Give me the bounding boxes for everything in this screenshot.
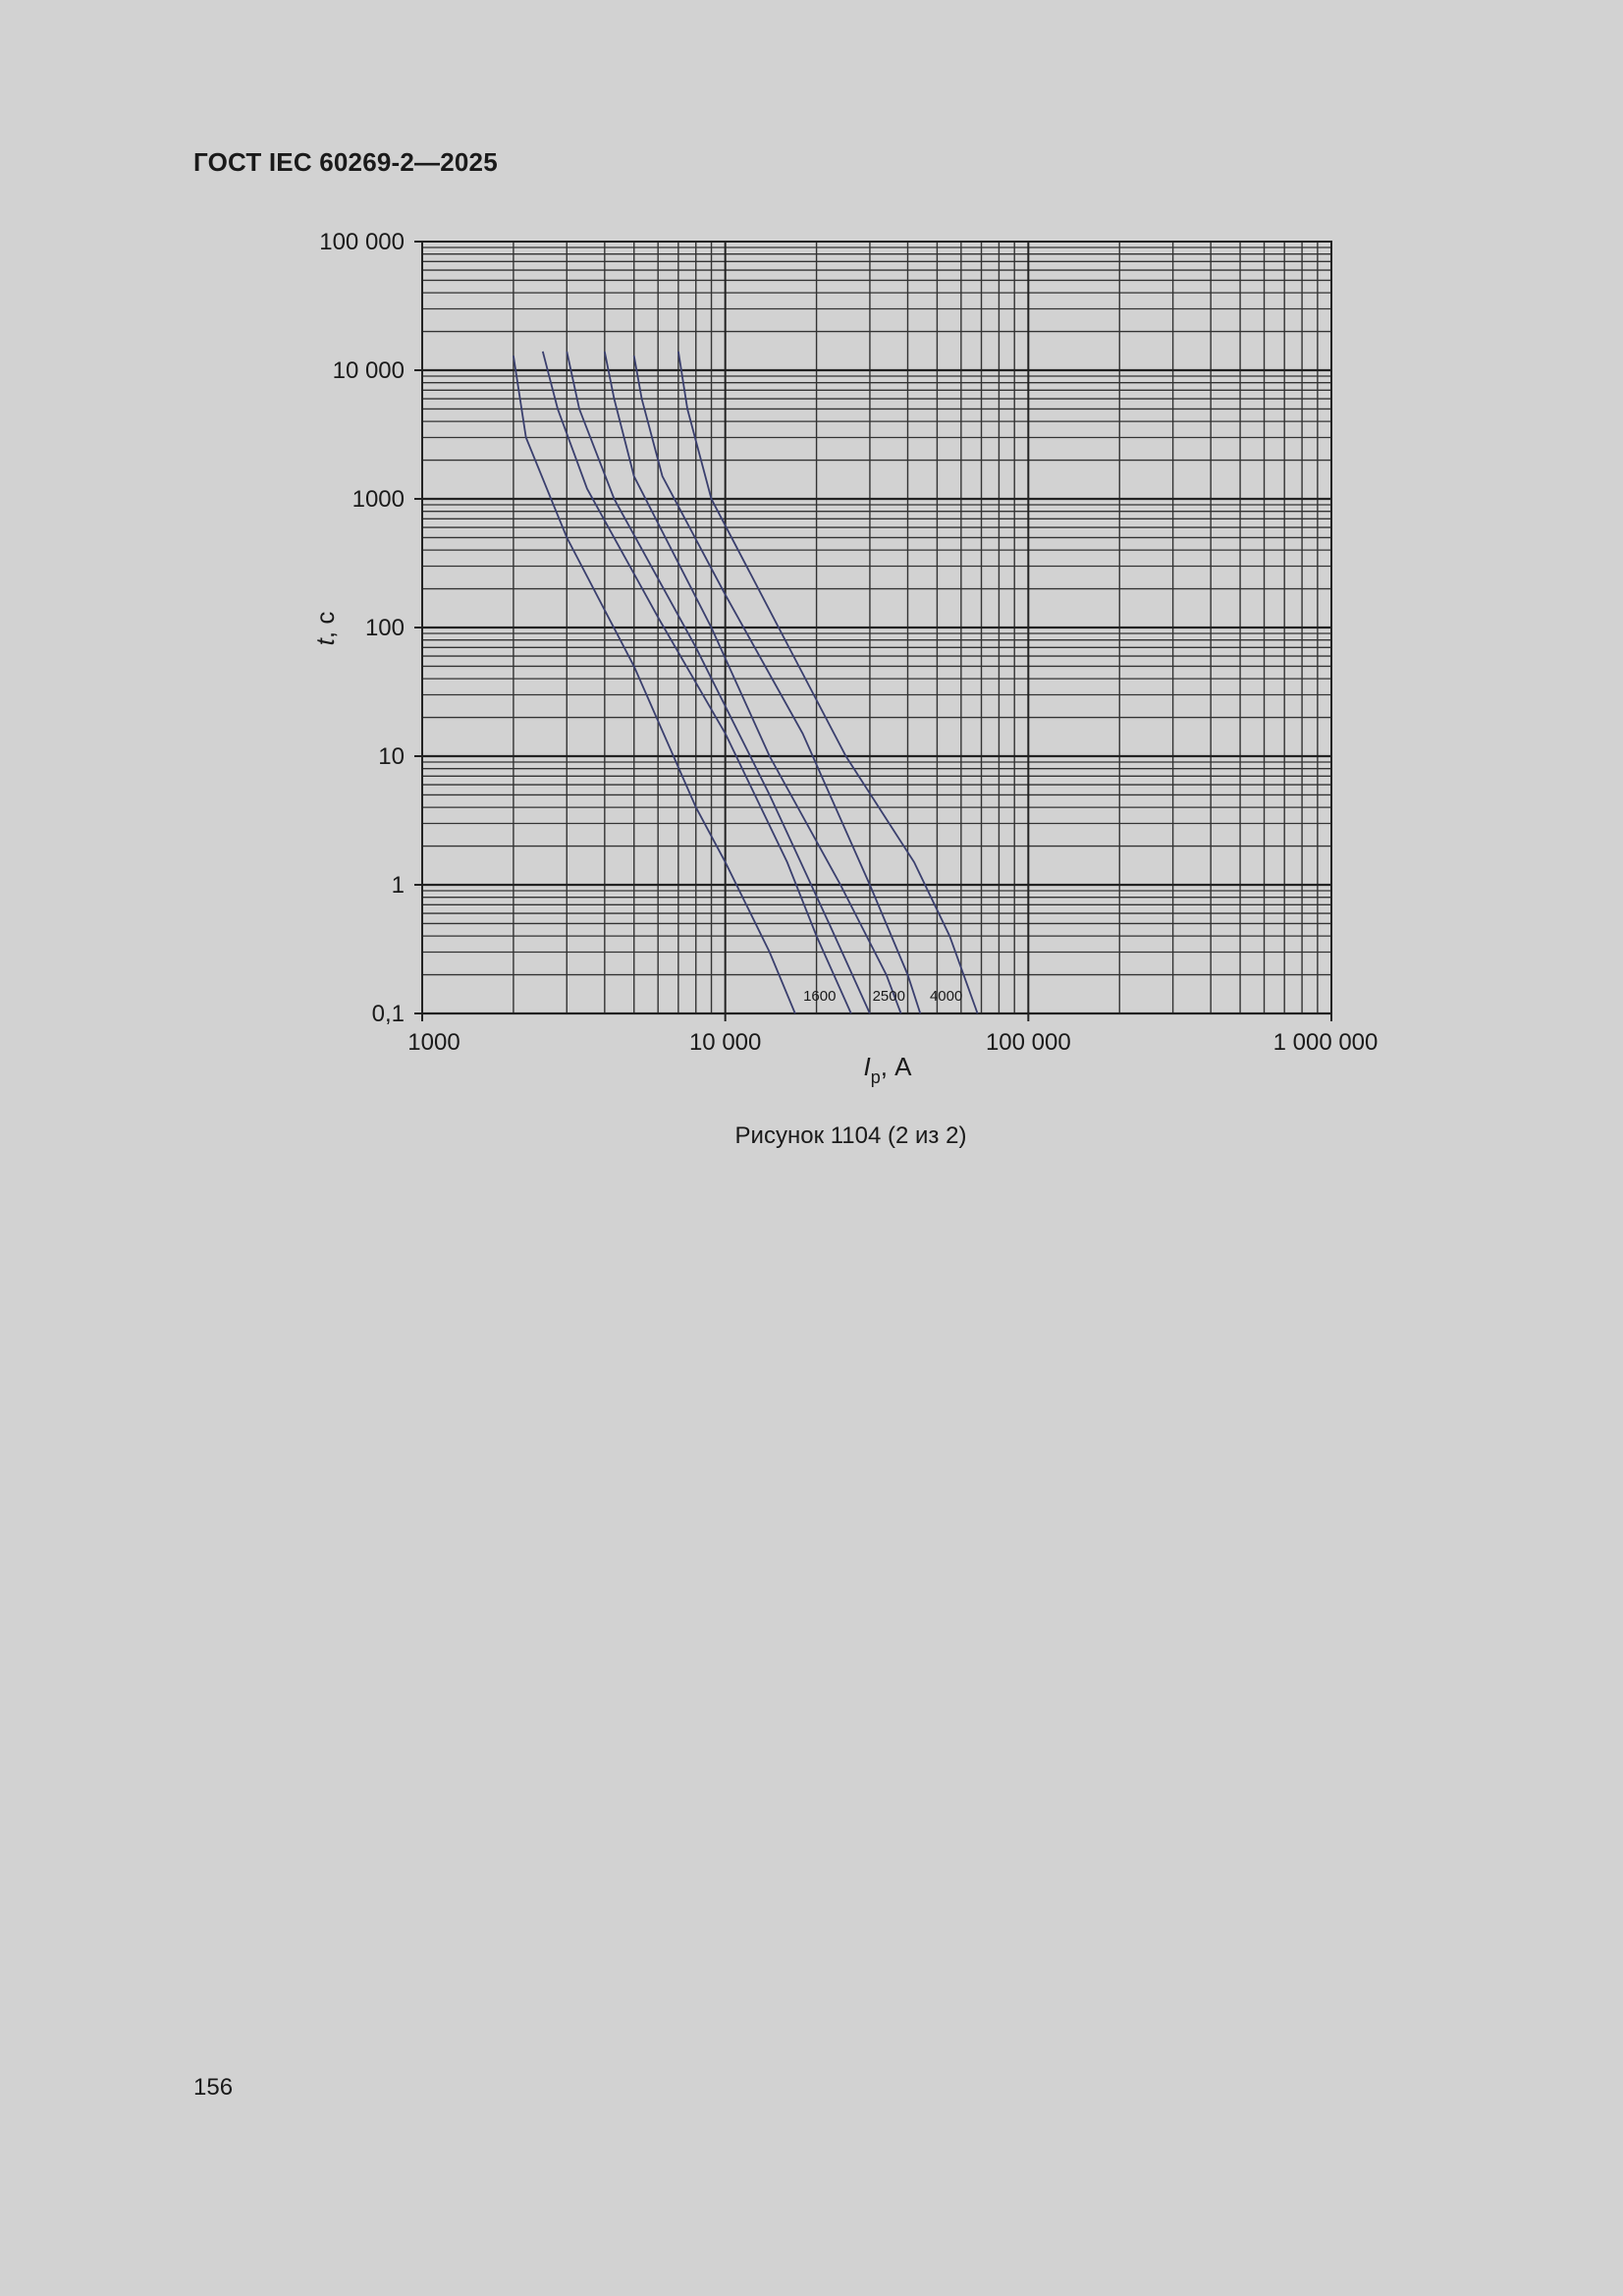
y-axis-unit: , с bbox=[310, 611, 340, 639]
time-current-chart bbox=[0, 0, 1623, 1110]
curve-line bbox=[514, 355, 795, 1013]
y-axis-title bbox=[310, 612, 340, 646]
curve-line bbox=[634, 355, 921, 1013]
x-axis-title bbox=[863, 1052, 912, 1087]
x-tick-label: 100 000 bbox=[985, 1029, 1071, 1056]
y-tick-label: 100 bbox=[364, 615, 405, 641]
y-axis-symbol: t bbox=[310, 638, 340, 646]
x-axis-ticks bbox=[407, 1013, 1378, 1056]
curve-label: 4000 bbox=[929, 988, 963, 1005]
curve-line bbox=[543, 352, 851, 1013]
y-tick-label: 100 000 bbox=[319, 229, 405, 255]
x-axis-unit: , А bbox=[880, 1052, 912, 1081]
y-tick-label: 10 000 bbox=[332, 357, 405, 384]
y-tick-label: 1 bbox=[391, 872, 405, 899]
y-tick-label: 0,1 bbox=[371, 1001, 405, 1027]
curve-line bbox=[678, 352, 978, 1013]
x-axis-subscript: p bbox=[870, 1067, 881, 1087]
curve-label: 2500 bbox=[872, 988, 905, 1005]
curve-line bbox=[567, 352, 870, 1013]
y-tick-label: 1000 bbox=[352, 486, 405, 513]
y-tick-label: 10 bbox=[378, 743, 405, 770]
chart-curve-labels bbox=[803, 988, 962, 1005]
curve-line bbox=[605, 352, 901, 1013]
x-tick-label: 1 000 000 bbox=[1272, 1029, 1379, 1056]
figure-caption: Рисунок 1104 (2 из 2) bbox=[734, 1122, 967, 1149]
curve-label: 1600 bbox=[803, 988, 837, 1005]
x-tick-label: 10 000 bbox=[688, 1029, 762, 1056]
x-axis-symbol: I bbox=[863, 1052, 871, 1081]
document-header: ГОСТ IEC 60269-2—2025 bbox=[193, 147, 498, 177]
x-tick-label: 1000 bbox=[407, 1029, 460, 1056]
page-number: 156 bbox=[193, 2074, 234, 2101]
